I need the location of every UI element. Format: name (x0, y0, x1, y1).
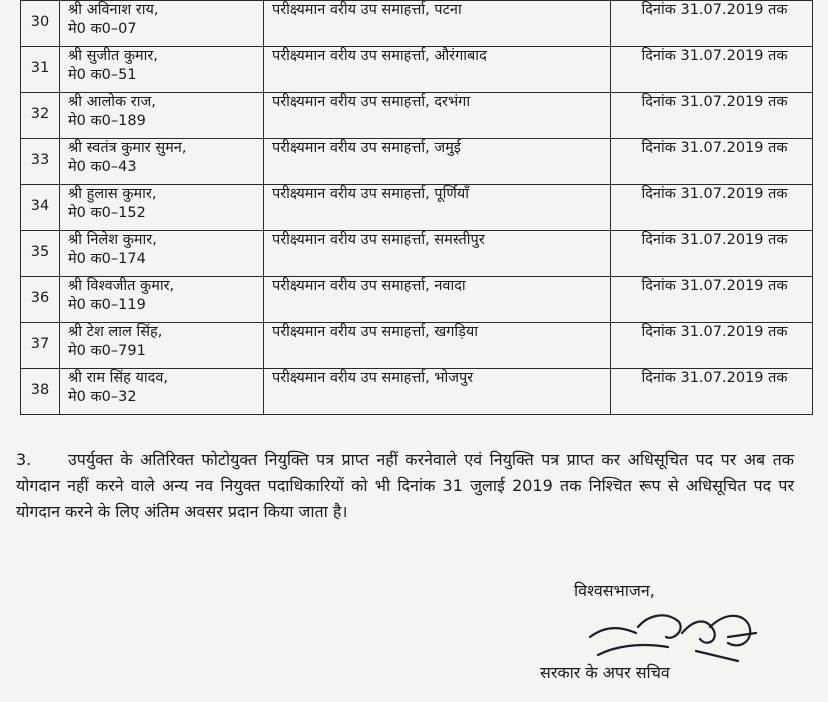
designation: सरकार के अपर सचिव (540, 663, 670, 682)
deadline-cell: दिनांक 31.07.2019 तक (611, 369, 813, 415)
officer-name: श्री हुलास कुमार, (68, 186, 157, 202)
table-row (21, 93, 813, 139)
table-row (21, 47, 813, 93)
table-row (21, 1, 813, 47)
posting-cell: परीक्ष्यमान वरीय उप समाहर्त्ता, पटना (264, 1, 611, 47)
table-body (21, 1, 813, 415)
officer-name-cell (60, 139, 264, 185)
posting-cell: परीक्ष्यमान वरीय उप समाहर्त्ता, दरभंगा (264, 93, 611, 139)
row-serial-number: 37 (21, 323, 60, 369)
deadline-cell: दिनांक 31.07.2019 तक (611, 93, 813, 139)
officer-name: श्री टेश लाल सिंह, (68, 324, 163, 340)
table-row (21, 231, 813, 277)
table-row (21, 277, 813, 323)
table-row (21, 185, 813, 231)
table-row (21, 323, 813, 369)
officer-name-cell (60, 93, 264, 139)
posting-cell: परीक्ष्यमान वरीय उप समाहर्त्ता, औरंगाबाद (264, 47, 611, 93)
officer-name-cell (60, 185, 264, 231)
officer-name: श्री अविनाश राय, (68, 2, 159, 18)
paragraph-number: 3. (16, 450, 32, 469)
officer-name-cell (60, 1, 264, 47)
row-serial-number: 30 (21, 1, 60, 47)
posting-cell: परीक्ष्यमान वरीय उप समाहर्त्ता, जमुई (264, 139, 611, 185)
merit-number: मे0 क0–32 (68, 389, 137, 405)
merit-number: मे0 क0–189 (68, 113, 146, 129)
deadline-cell: दिनांक 31.07.2019 तक (611, 1, 813, 47)
row-serial-number: 38 (21, 369, 60, 415)
row-serial-number: 32 (21, 93, 60, 139)
deadline-cell: दिनांक 31.07.2019 तक (611, 139, 813, 185)
posting-cell: परीक्ष्यमान वरीय उप समाहर्त्ता, समस्तीपुर (264, 231, 611, 277)
officer-name-cell (60, 277, 264, 323)
deadline-cell: दिनांक 31.07.2019 तक (611, 231, 813, 277)
row-serial-number: 35 (21, 231, 60, 277)
officer-name-cell (60, 369, 264, 415)
officer-name: श्री निलेश कुमार, (68, 232, 157, 248)
officer-name: श्री सुजीत कुमार, (68, 48, 158, 64)
table-row (21, 139, 813, 185)
posting-cell: परीक्ष्यमान वरीय उप समाहर्त्ता, नवादा (264, 277, 611, 323)
officer-name-cell (60, 231, 264, 277)
merit-number: मे0 क0–152 (68, 205, 146, 221)
deadline-cell: दिनांक 31.07.2019 तक (611, 47, 813, 93)
posting-cell: परीक्ष्यमान वरीय उप समाहर्त्ता, पूर्णियाँ (264, 185, 611, 231)
officer-posting-table (20, 0, 813, 415)
deadline-cell: दिनांक 31.07.2019 तक (611, 185, 813, 231)
officer-name: श्री विश्वजीत कुमार, (68, 278, 175, 294)
posting-cell: परीक्ष्यमान वरीय उप समाहर्त्ता, खगड़िया (264, 323, 611, 369)
officer-name: श्री आलोक राज, (68, 94, 156, 110)
officer-name-cell (60, 323, 264, 369)
merit-number: मे0 क0–119 (68, 297, 146, 313)
merit-number: मे0 क0–174 (68, 251, 146, 267)
row-serial-number: 34 (21, 185, 60, 231)
row-serial-number: 33 (21, 139, 60, 185)
officer-name-cell (60, 47, 264, 93)
officer-name: श्री स्वतंत्र कुमार सुमन, (68, 140, 187, 156)
row-serial-number: 31 (21, 47, 60, 93)
merit-number: मे0 क0–791 (68, 343, 146, 359)
merit-number: मे0 क0–51 (68, 67, 137, 83)
merit-number: मे0 क0–43 (68, 159, 137, 175)
deadline-cell: दिनांक 31.07.2019 तक (611, 277, 813, 323)
paragraph-text: उपर्युक्त के अतिरिक्त फोटोयुक्त नियुक्ति पत्र प्राप्त नहीं करनेवाले एवं नियुक्ति पत्र प्राप्त कर अधिसूचित पद पर अब तक योगदान नहीं करने वाले अन्य नव नियुक्त पदाधिकारियों को भी दिनांक 31 जुलाई 2019 तक निश्चित रूप से अधिसूचित पद पर योगदान करने के लिए अंतिम अवसर प्रदान किया जाता है। (16, 450, 794, 521)
merit-number: मे0 क0–07 (68, 21, 137, 37)
row-serial-number: 36 (21, 277, 60, 323)
paragraph-3 (16, 447, 794, 525)
closing-salutation: विश्वसभाजन, (574, 581, 655, 600)
deadline-cell: दिनांक 31.07.2019 तक (611, 323, 813, 369)
table-row (21, 369, 813, 415)
posting-cell: परीक्ष्यमान वरीय उप समाहर्त्ता, भोजपुर (264, 369, 611, 415)
officer-name: श्री राम सिंह यादव, (68, 370, 168, 386)
